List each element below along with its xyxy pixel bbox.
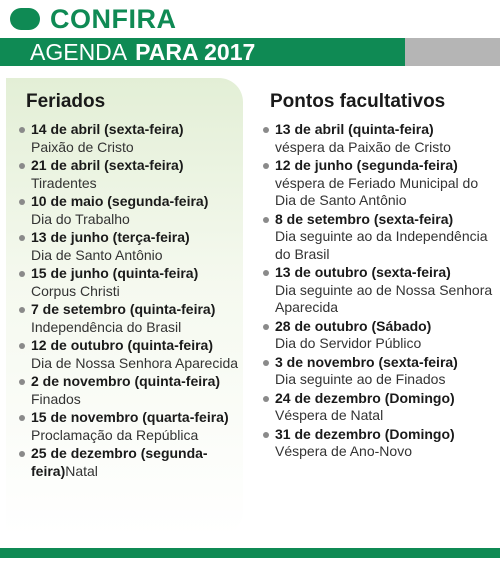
bullet-icon xyxy=(19,199,25,205)
item-date: 12 de junho (segunda-feira) xyxy=(275,157,458,173)
item-date: 13 de outubro (sexta-feira) xyxy=(275,264,451,280)
item-desc: Dia seguinte ao da Independência do Brasil xyxy=(275,228,488,262)
item-desc: Paixão de Cristo xyxy=(31,138,134,155)
list-item xyxy=(18,445,239,480)
list-item xyxy=(262,354,496,389)
item-desc: Dia seguinte ao de Nossa Senhora Aparecida xyxy=(275,281,493,315)
agenda-title-light: AGENDA xyxy=(30,38,128,65)
item-date: 15 de novembro (quarta-feira) xyxy=(31,409,229,425)
item-desc: Corpus Christi xyxy=(31,282,120,299)
facultativos-column xyxy=(258,78,498,536)
title-bar-gray-end xyxy=(405,38,500,66)
item-date: 10 de maio (segunda-feira) xyxy=(31,193,209,209)
item-date: 14 de abril (sexta-feira) xyxy=(31,121,184,137)
item-date: 13 de abril (quinta-feira) xyxy=(275,121,434,137)
item-desc: Dia do Servidor Público xyxy=(275,335,422,351)
bullet-icon xyxy=(19,127,25,133)
list-item xyxy=(18,229,239,264)
list-item xyxy=(18,121,239,156)
header xyxy=(0,0,500,72)
item-desc: Dia de Santo Antônio xyxy=(31,246,163,263)
bullet-icon xyxy=(263,360,269,366)
item-desc: Dia do Trabalho xyxy=(31,210,130,227)
bullet-icon xyxy=(19,271,25,277)
item-desc: véspera da Paixão de Cristo xyxy=(275,138,451,155)
list-item xyxy=(18,373,239,408)
item-date: 28 de outubro (Sábado) xyxy=(275,317,432,334)
bullet-icon xyxy=(19,163,25,169)
feriados-list xyxy=(6,121,243,480)
bullet-icon xyxy=(19,415,25,421)
item-date: 8 de setembro (sexta-feira) xyxy=(275,210,454,227)
bullet-icon xyxy=(19,235,25,241)
item-desc: Independência do Brasil xyxy=(31,318,182,335)
item-desc: Proclamação da República xyxy=(31,426,199,443)
list-item xyxy=(262,121,496,156)
bullet-icon xyxy=(19,343,25,349)
item-desc: Véspera de Ano-Novo xyxy=(275,443,412,459)
list-item xyxy=(262,264,496,317)
brand-row xyxy=(10,4,177,34)
item-date: 31 de dezembro (Domingo) xyxy=(275,425,455,442)
item-date: 21 de abril (sexta-feira) xyxy=(31,157,184,173)
item-desc: Dia seguinte ao de Finados xyxy=(275,371,446,387)
bullet-icon xyxy=(263,270,269,276)
bullet-icon xyxy=(19,451,25,457)
item-date: 7 de setembro (quinta-feira) xyxy=(31,301,216,317)
pill-icon xyxy=(10,8,40,30)
list-item xyxy=(262,426,496,461)
list-item xyxy=(18,337,239,372)
list-item xyxy=(18,409,239,444)
list-item xyxy=(262,390,496,425)
bullet-icon xyxy=(263,324,269,330)
footer-bar xyxy=(0,548,500,558)
item-desc: Véspera de Natal xyxy=(275,407,384,423)
list-item xyxy=(18,157,239,192)
bullet-icon xyxy=(19,379,25,385)
item-desc: Natal xyxy=(65,462,98,479)
list-item xyxy=(18,265,239,300)
item-date: 13 de junho (terça-feira) xyxy=(31,229,190,245)
list-item xyxy=(262,157,496,210)
feriados-column xyxy=(6,78,243,536)
bullet-icon xyxy=(263,217,269,223)
item-date: 15 de junho (quinta-feira) xyxy=(31,265,199,281)
agenda-title-bar xyxy=(0,38,405,66)
facultativos-list xyxy=(258,121,498,461)
item-date: 2 de novembro (quinta-feira) xyxy=(31,373,221,389)
list-item xyxy=(262,211,496,264)
item-desc: Finados xyxy=(31,390,81,407)
item-desc: Tiradentes xyxy=(31,174,97,191)
bullet-icon xyxy=(263,127,269,133)
item-date: 25 de dezembro (segunda-feira) xyxy=(31,445,208,479)
item-date: 12 de outubro (quinta-feira) xyxy=(31,337,213,353)
agenda-title-bold: PARA 2017 xyxy=(135,38,256,65)
item-desc: véspera de Feriado Municipal do Dia de Santo Antônio xyxy=(275,174,479,208)
item-date: 24 de dezembro (Domingo) xyxy=(275,389,455,406)
bullet-icon xyxy=(263,163,269,169)
list-item xyxy=(18,193,239,228)
item-date: 3 de novembro (sexta-feira) xyxy=(275,353,458,370)
item-desc: Dia de Nossa Senhora Aparecida xyxy=(31,354,239,371)
bullet-icon xyxy=(19,307,25,313)
feriados-heading: Feriados xyxy=(26,91,106,112)
bullet-icon xyxy=(263,432,269,438)
list-item xyxy=(18,301,239,336)
bullet-icon xyxy=(263,396,269,402)
list-item xyxy=(262,318,496,353)
brand-title: CONFIRA xyxy=(50,3,177,34)
facultativos-heading: Pontos facultativos xyxy=(270,91,446,112)
